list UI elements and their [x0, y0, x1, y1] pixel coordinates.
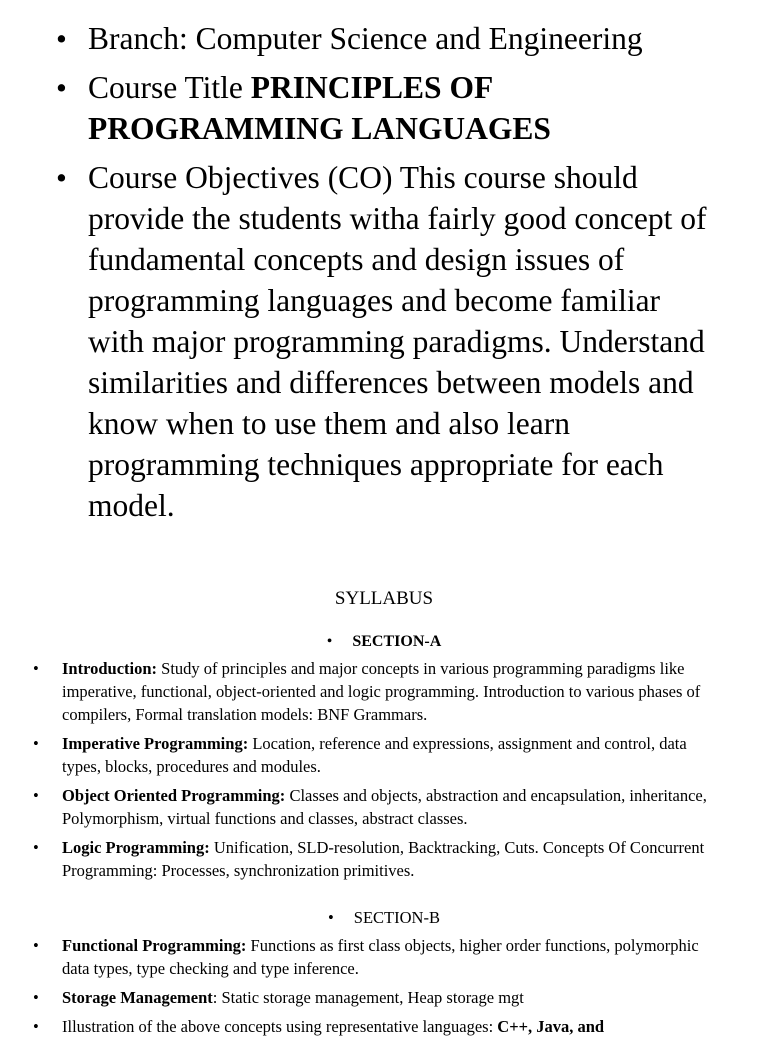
item-languages: C++, Java, and [497, 1017, 605, 1036]
section-b-list [0, 934, 768, 1044]
bullet-icon: • [328, 908, 334, 927]
course-title-label: Course Title [88, 70, 243, 105]
bullet-icon: • [33, 734, 39, 753]
course-objectives-text: Course Objectives (CO) This course should provide the students witha fairly good concept of fundamental concepts and design issues of programming languages and become familiar with major programming paradigms. Understand similarities and differences between models and know when to use them and also learn programming techniques appropriate for each model. [88, 160, 707, 523]
branch-text: Branch: Computer Science and Engineering [88, 21, 643, 56]
course-title-item [0, 67, 768, 149]
bullet-icon: • [33, 659, 39, 678]
section-a-list [0, 657, 768, 888]
bullet-icon: • [56, 70, 67, 105]
section-b-heading [0, 906, 768, 930]
bullet-icon: • [33, 786, 39, 805]
item-title: Object Oriented Programming: [62, 786, 286, 805]
item-text: : Static storage management, Heap storage mgt [212, 988, 524, 1007]
item-text: Functions as first class objects, higher order functions, polymorphic data types, type checking and type inference. [62, 936, 699, 978]
syllabus-item-illustration [0, 1015, 768, 1038]
course-title-value: PRINCIPLES OF PROGRAMMING LANGUAGES [88, 70, 551, 146]
bullet-icon: • [33, 988, 39, 1007]
syllabus-item-storage [0, 986, 768, 1009]
item-title: Logic Programming: [62, 838, 210, 857]
branch-item [0, 18, 768, 59]
syllabus-item-oop [0, 784, 768, 830]
item-text: Illustration of the above concepts using representative languages: [62, 1017, 494, 1036]
item-title: Storage Management [62, 988, 213, 1007]
syllabus-title: SYLLABUS [334, 588, 434, 609]
item-title: Functional Programming: [62, 936, 247, 955]
course-objectives-item [0, 157, 768, 526]
bullet-icon: • [33, 936, 39, 955]
syllabus-item-introduction [0, 657, 768, 726]
section-a-label: SECTION-A [352, 633, 442, 650]
bullet-icon: • [33, 838, 39, 857]
syllabus-item-imperative [0, 732, 768, 778]
bullet-icon: • [326, 633, 333, 650]
section-a-heading [0, 631, 768, 653]
item-text: Classes and objects, abstraction and encapsulation, inheritance, Polymorphism, virtual functions and classes, abstract classes. [62, 786, 707, 828]
bullet-icon: • [56, 21, 67, 56]
item-title: Imperative Programming: [62, 734, 249, 753]
bullet-icon: • [56, 160, 67, 195]
syllabus-item-functional [0, 934, 768, 980]
item-text: Study of principles and major concepts in various programming paradigms like imperative, functional, object-oriented and logic programming. Introduction to various phases of compilers, Formal translation models: BNF Grammars. [62, 659, 701, 724]
item-title: Introduction: [62, 659, 158, 678]
course-info-list [0, 18, 768, 534]
item-text: Location, reference and expressions, assignment and control, data types, blocks, procedures and modules. [62, 734, 687, 776]
item-text: Unification, SLD-resolution, Backtracking, Cuts. Concepts Of Concurrent Programming: Processes, synchronization primitives. [62, 838, 705, 880]
syllabus-item-logic [0, 836, 768, 882]
bullet-icon: • [33, 1017, 39, 1036]
section-b-label: SECTION-B [353, 908, 440, 927]
